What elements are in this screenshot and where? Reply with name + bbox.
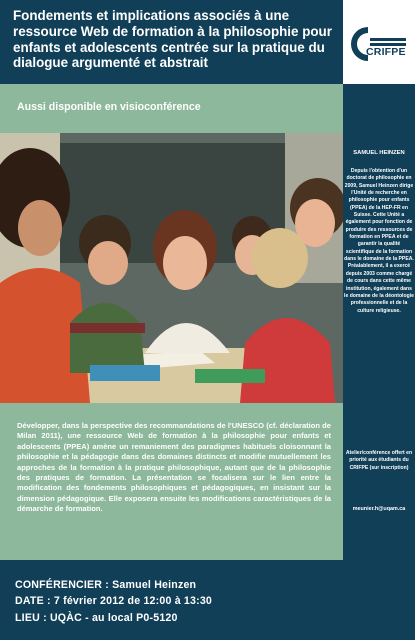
logo-text: CRIFPE [366, 46, 406, 58]
crifpe-logo [343, 0, 415, 84]
header [0, 0, 343, 84]
speaker-line: CONFÉRENCIER : Samuel Heinzen [15, 579, 197, 591]
sidebar [343, 84, 415, 640]
speaker-name: SAMUEL HEINZEN [353, 150, 405, 156]
contact-email[interactable]: meunier.h@uqam.ca [352, 506, 406, 512]
visio-banner [0, 84, 343, 133]
date-line: DATE : 7 février 2012 de 12:00 à 13:30 [15, 595, 213, 608]
location-line: LIEU : UQÀC - au local P0-5120 [15, 611, 178, 624]
description: Développer, dans la perspective des recommandations de l'UNESCO (cf. déclaration de Milan 2011), une ressource Web de formation à la philosophie pour enfants et adolescents (PPEA) amène un remaniement des paradigmes habituels cloisonnant la philosophie et la pédagogie dans des domaines distincts et modifie mutuellement les approches de la formation à la pratique philosophique, autant que de la philosophie des pratiques de formation. La présentation se focalisera sur le lien entre la modification des fondements philosophiques et pédagogiques, en insistant sur la dimension pédagogique. Elle exposera ensuite les modifications caractéristiques de la démarche de formation. [0, 403, 343, 560]
speaker-bio: Depuis l'obtention d'un doctorat de philosophie en 2009, Samuel Heinzen dirige l'Unité de recherche en philosophie pour enfants (PPEA) de la HEP-FR en Suisse. Cette Unité a également pour fonction de produire des ressources de formation en PPEA et de garantir la qualité scientifique de la formation dans le domaine de la PPEA. Préalablement, il a exercé depuis 2003 comme chargé de cours dans cette même institution, également dans le domaine de la déontologie professionnelle et de la culture religieuse. [344, 168, 414, 314]
classroom-photo [0, 133, 343, 403]
event-info [0, 560, 343, 640]
page-title: Fondements et implications associés à une ressource Web de formation à la philosophie pour enfants et adolescents centrée sur la pratique du dialogue argumenté et abstrait [13, 8, 332, 71]
atelier-note: Atelier/conférence offert en priorité aux étudiants du CRIFPE (sur inscription) [345, 450, 413, 471]
visio-banner-text: Aussi disponible en visioconférence [0, 84, 343, 133]
